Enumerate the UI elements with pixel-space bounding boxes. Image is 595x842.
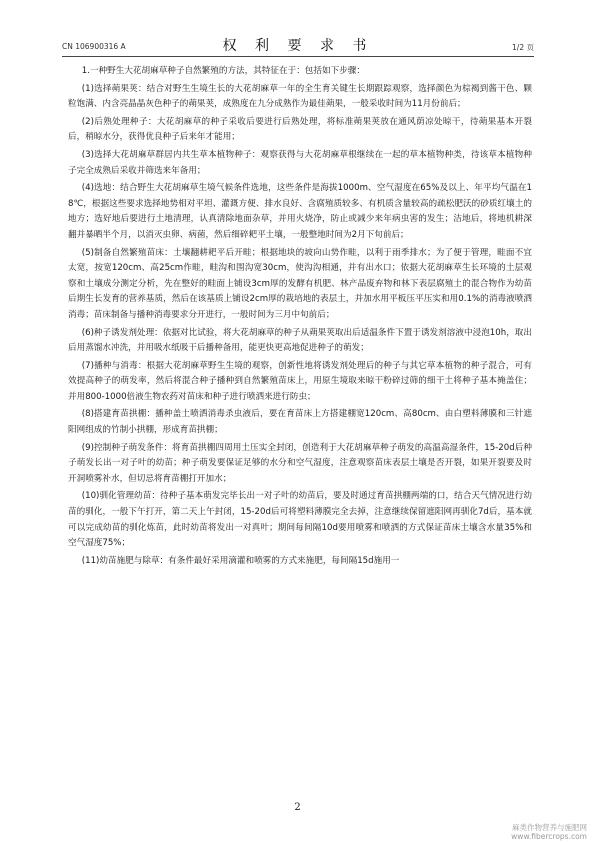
watermark-text: 麻类作物营养与施肥网 www.fibercrops.com xyxy=(511,823,587,841)
claim-intro: 1.一种野生大花胡麻草种子自然繁殖的方法，其特征在于：包括如下步骤： xyxy=(81,66,365,76)
page-header xyxy=(62,33,534,55)
claim-step-11: (11)幼苗施肥与除草：有条件最好采用滴灌和喷雾的方式来施肥，每间隔15d施用一 xyxy=(81,555,400,566)
claim-step-4: (4)选地：结合野生大花胡麻草生境气候条件选地，这些条件是海拔1000m、空气湿度在65%及以上、年平均气温在18℃，根据这些要求选择地势相对平坦、灌溉方便、排水良好、含腐殖质较多、有机质含量较高的疏松肥沃的砂质红壤土的地方；选好地后要进行土地清理，认真清除地面杂草，并用火烧净，防止或减少来年病虫害的发生；洁地后，将地机耕深翻并暴晒半个月，以消灭虫卵、病菌，然后细碎耙平土壤，一般整地时间为2月下旬前后； xyxy=(68,183,532,240)
page-indicator: 1/2 页 xyxy=(512,43,534,52)
page-title: 权 利 要 求 书 xyxy=(222,38,374,54)
page-number: 2 xyxy=(294,802,301,813)
claim-step-9: (9)控制种子萌发条件：将育苗拱棚四周用土压实全封闭，创造利于大花胡麻草种子萌发的高温高湿条件，15-20d后种子萌发长出一对子叶的幼苗；种子萌发要保证足够的水分和空气湿度，注意观察苗床表层土壤是否开裂，如果开裂要及时开洞喷雾补水，但切忌将育苗棚打开加水； xyxy=(68,442,532,484)
claim-step-2: (2)后熟处理种子：大花胡麻草的种子采收后要进行后熟处理，将标准蒴果荚放在通风荫凉处晾干，待蒴果基本开裂后，稍晾水分，获得优良种子后来年才能用； xyxy=(68,116,532,143)
header-divider xyxy=(62,56,534,57)
claim-step-7: (7)播种与消毒：根据大花胡麻草野生生境的观察，创新性地将诱发剂处理后的种子与其它草本植物的种子混合，可有效提高种子的萌发率，然后将混合种子播种到自然繁殖苗床上，用原生境取来晾干粉碎过筛的细干土将种子基本掩盖住；并用800-1000倍液生物农药对苗床和种子进行喷洒来进行防虫； xyxy=(68,360,532,402)
claim-step-3: (3)选择大花胡麻草群居内共生草本植物种子：观察获得与大花胡麻草根继续在一起的草本植物种类，待该草本植物种子完全成熟后采收并筛选来年备用； xyxy=(68,149,532,176)
claim-step-6: (6)种子诱发剂处理：依据对比试验，将大花胡麻草的种子从蒴果荚取出后适温条件下置于诱发剂溶液中浸泡10h，取出后用蒸馏水冲洗，并用吸水纸吸干后播种备用，能更快更高地促进种子的萌发； xyxy=(68,327,532,354)
site-watermark xyxy=(511,823,587,841)
patent-number: CN 106900316 A xyxy=(62,42,126,51)
claim-step-8: (8)搭建育苗拱棚：播种盖土喷洒消毒杀虫液后，要在育苗床上方搭建棚宽120cm、高80cm、由白塑料薄膜和三针遮阳网组成的竹制小拱棚，形成育苗拱棚； xyxy=(68,409,532,436)
claim-step-1: (1)选择蒴果荚：结合对野生生境生长的大花胡麻草一年的全生育关键生长期跟踪观察，选择颜色为棕褐到酱干色、颗粒饱满、内含亮晶晶灰色种子的蒴果荚，成熟度在九分成熟作为最佳蒴果，一般采收时间为11月份前后； xyxy=(68,83,532,110)
claim-step-5: (5)制备自然繁殖苗床：土壤翻耕耙平后开畦；根据地块的坡向山势作畦，以利于雨季排水；为了便于管理，畦面不宜太宽，按宽120cm、高25cm作畦，畦沟和围沟宽30cm，使沟沟相通，并有出水口；依据大花胡麻草生长环境的土层观察和土壤成分测定分析，先在整好的畦面上铺设3cm厚的发酵有机肥、林产品废弃物和林下表层腐殖土的混合物作为幼苗后期生长发育的营养基质，然后在该基质上铺设2cm厚的栽培地的表层土，并加水用平板压平压实和用0.1%的消毒液喷洒消毒；苗床制备与播种消毒要求分开进行，一般时间为三月中旬前后； xyxy=(68,247,532,320)
claims-body xyxy=(68,64,532,571)
claim-step-10: (10)驯化管理幼苗：待种子基本萌发完毕长出一对子叶的幼苗后，要及时通过育苗拱棚两端的口，结合天气情况进行幼苗的驯化，一般下午打开，第二天上午封闭，15-20d后可将塑料薄膜完全去掉，注意继续保留遮阳网再驯化7d后，基本就可以完成幼苗的驯化炼苗，此时幼苗将发出一对真叶；期间每间隔10d要用喷雾和喷洒的方式保证苗床土壤含水量35%和空气湿度75%； xyxy=(68,491,532,549)
